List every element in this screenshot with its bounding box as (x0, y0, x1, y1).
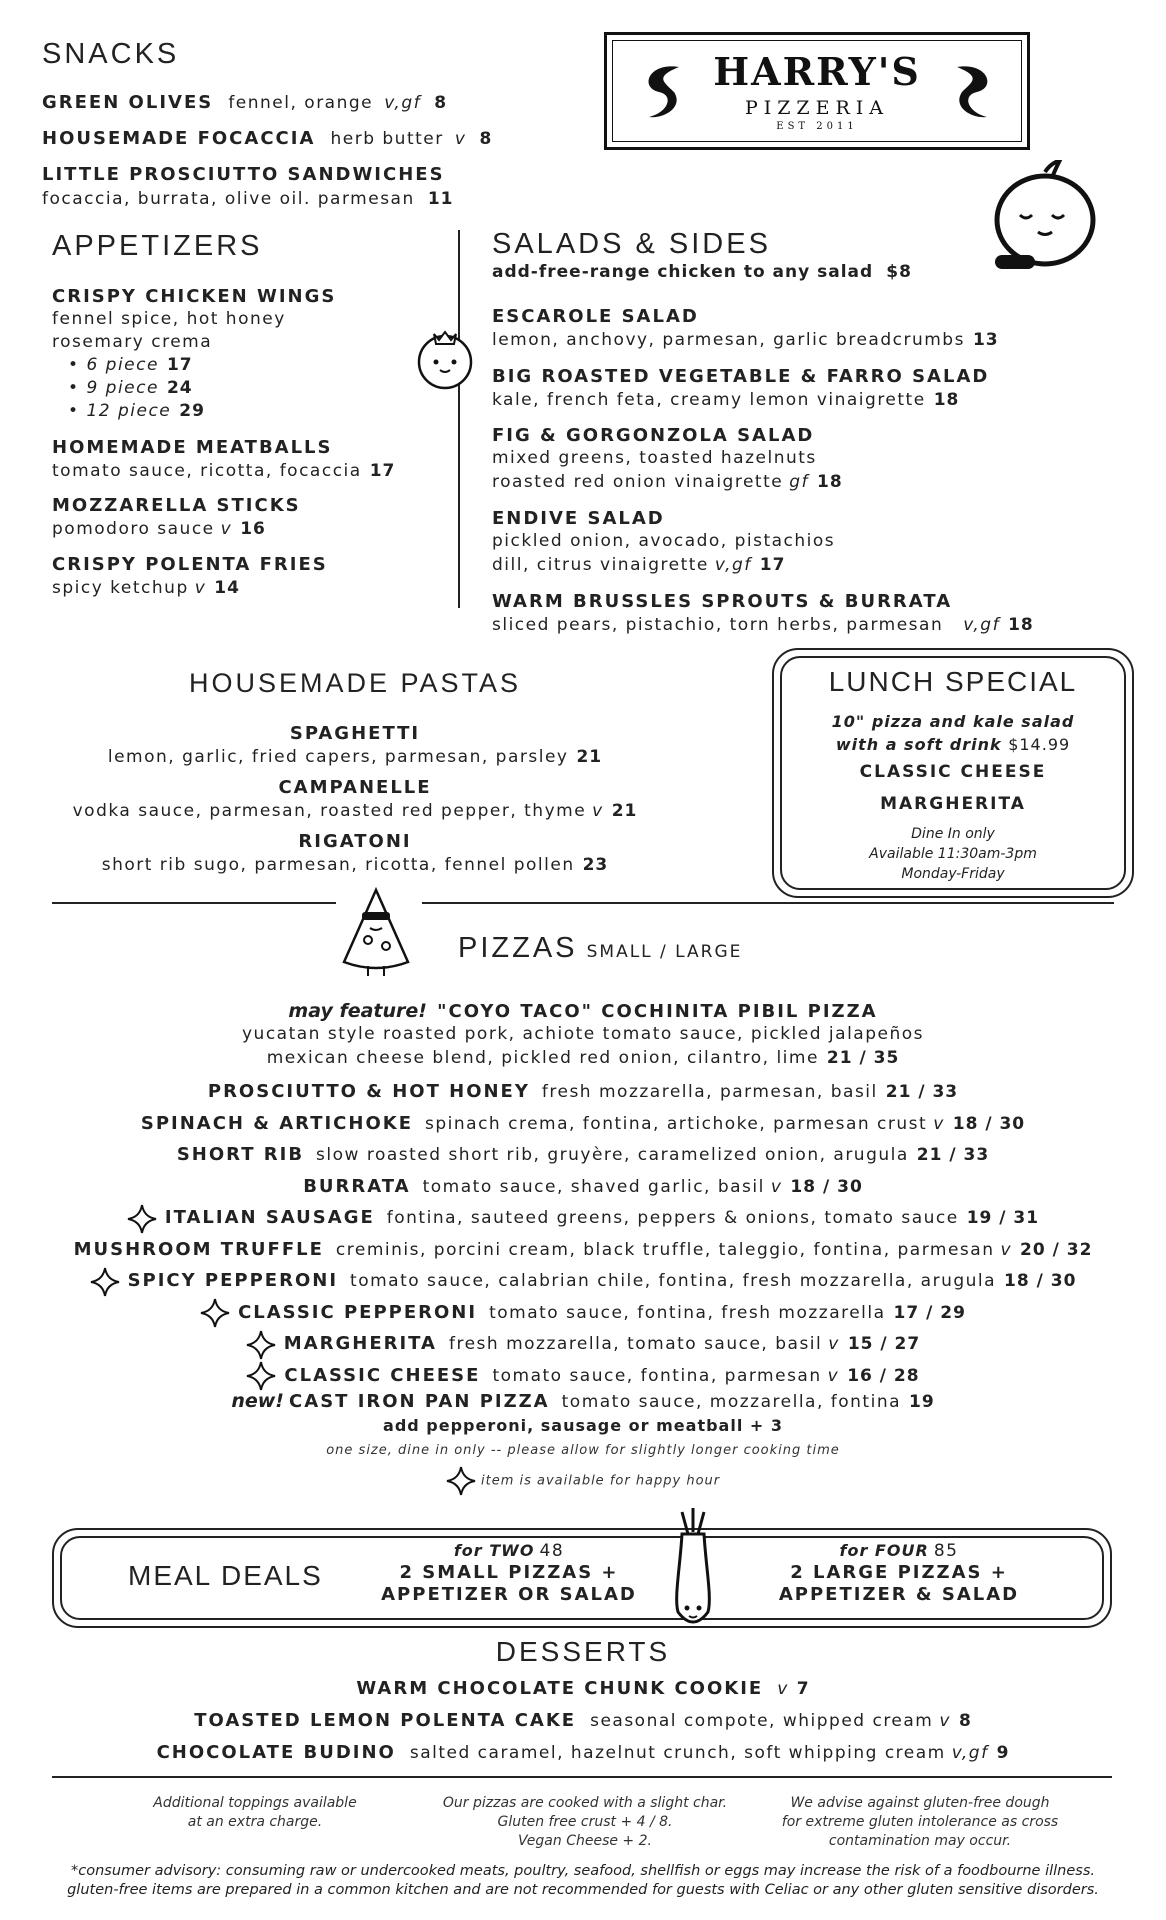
item-price: 19 / 31 (966, 1208, 1040, 1228)
sparkle-star-icon (446, 1466, 476, 1496)
item-desc: tomato sauce, ricotta, focaccia (52, 461, 362, 481)
snack-item (42, 92, 447, 113)
pizza-item (0, 1202, 1166, 1234)
appetizer-item (52, 436, 395, 483)
item-desc: tomato sauce, shaved garlic, basil (422, 1176, 765, 1197)
lunch-line2: with a soft drink (835, 735, 1002, 754)
deal-price: 85 (933, 1541, 959, 1561)
feature-tag: may feature! (288, 1000, 427, 1022)
deal-line: APPETIZER & SALAD (778, 1584, 1020, 1605)
lunch-note: Dine In only (911, 826, 995, 842)
item-diet: v (933, 1113, 945, 1134)
tomato-mascot-icon (410, 320, 480, 392)
item-name: MUSHROOM TRUFFLE (73, 1238, 324, 1260)
item-name: PROSCIUTTO & HOT HONEY (207, 1081, 530, 1102)
logo-name: HARRY'S (713, 49, 921, 94)
deal-label: for FOUR (839, 1541, 929, 1560)
item-name: CAST IRON PAN PIZZA (289, 1391, 550, 1412)
item-diet: v (1000, 1239, 1013, 1260)
item-price: 18 / 30 (790, 1176, 863, 1197)
item-price: 13 (972, 330, 999, 350)
item-price: 8 (958, 1711, 972, 1731)
footer-line: for extreme gluten intolerance as cross (781, 1814, 1059, 1830)
item-diet: v (827, 1365, 840, 1386)
item-desc: pickled onion, avocado, pistachios (492, 531, 836, 551)
item-price: 14 (214, 578, 240, 598)
item-name: FIG & GORGONZOLA SALAD (492, 425, 815, 446)
footer-line: We advise against gluten-free dough (790, 1795, 1050, 1811)
item-desc: tomato sauce, fontina, parmesan (492, 1365, 822, 1386)
new-tag: new! (231, 1390, 284, 1412)
castiron-pizza (0, 1390, 1166, 1496)
item-name: CLASSIC CHEESE (284, 1364, 481, 1386)
item-price: 18 (817, 472, 843, 492)
lunch-desc (774, 710, 1132, 756)
item-desc: tomato sauce, fontina, fresh mozzarella (489, 1302, 886, 1323)
deal-line: APPETIZER OR SALAD (381, 1584, 637, 1605)
size-label: 6 piece (86, 355, 159, 375)
item-desc: tomato sauce, mozzarella, fontina (561, 1392, 902, 1412)
item-name: TOASTED LEMON POLENTA CAKE (194, 1710, 577, 1731)
footer-toppings (90, 1794, 420, 1832)
pasta-item (0, 776, 710, 823)
size-price: 29 (179, 401, 205, 421)
deal-line: 2 LARGE PIZZAS + (790, 1562, 1008, 1583)
note-price: $8 (886, 262, 912, 282)
item-name: WARM BRUSSLES SPROUTS & BURRATA (492, 591, 953, 612)
item-desc: mexican cheese blend, pickled red onion, cilantro, lime (266, 1048, 819, 1068)
item-desc: mixed greens, toasted hazelnuts (492, 448, 817, 468)
item-price: 21 (576, 747, 603, 767)
item-name: CRISPY POLENTA FRIES (52, 554, 328, 575)
happy-hour-note: item is available for happy hour (480, 1473, 721, 1489)
item-name: "COYO TACO" COCHINITA PIBIL PIZZA (437, 1001, 878, 1022)
item-desc: focaccia, burrata, olive oil. parmesan (42, 189, 415, 209)
item-desc: lemon, anchovy, parmesan, garlic breadcrumbs (492, 330, 965, 350)
divider (422, 902, 1114, 904)
footer-crust (410, 1794, 760, 1851)
pizza-item (0, 1139, 1166, 1171)
pizza-item (0, 1328, 1166, 1360)
pastas-title: HOUSEMADE PASTAS (188, 668, 522, 698)
pizza-item (0, 1297, 1166, 1329)
item-diet: v (194, 578, 207, 598)
deal-line: 2 SMALL PIZZAS + (399, 1562, 619, 1583)
item-desc: slow roasted short rib, gruyère, caramelized onion, arugula (316, 1145, 909, 1165)
size-label: 12 piece (86, 401, 172, 421)
item-desc: seasonal compote, whipped cream (590, 1711, 934, 1731)
item-desc: fennel, orange (228, 93, 374, 113)
item-name: MARGHERITA (283, 1333, 437, 1354)
onion-mascot-icon (990, 160, 1100, 275)
pizza-item (0, 1171, 1166, 1203)
item-name: LITTLE PROSCIUTTO SANDWICHES (42, 164, 445, 185)
size-label: 9 piece (86, 378, 159, 398)
item-price: 21 / 33 (885, 1082, 959, 1102)
item-price: 19 (909, 1392, 935, 1412)
lunch-special-box (772, 648, 1134, 898)
item-name: BURRATA (303, 1175, 411, 1197)
scallion-mascot-icon (660, 1508, 726, 1632)
item-desc: tomato sauce, calabrian chile, fontina, fresh mozzarella, arugula (350, 1271, 997, 1291)
item-diet: v,gf (951, 1743, 989, 1763)
meal-title: MEAL DEALS (128, 1560, 323, 1591)
item-price: 20 / 32 (1020, 1239, 1093, 1260)
item-price: 23 (582, 855, 609, 875)
footer-line: Additional toppings available (153, 1795, 357, 1811)
item-price: 17 (759, 555, 786, 575)
snack-item (42, 164, 454, 209)
item-desc: creminis, porcini cream, black truffle, taleggio, fontina, parmesan (335, 1239, 995, 1260)
snack-item (42, 128, 492, 149)
lunch-price: $14.99 (1008, 735, 1071, 754)
item-diet: v (828, 1334, 840, 1354)
consumer-advisory (0, 1862, 1166, 1900)
item-price: 21 / 33 (916, 1145, 990, 1165)
item-name: SPINACH & ARTICHOKE (140, 1112, 414, 1134)
item-name: RIGATONI (298, 831, 412, 852)
advisory-line: *consumer advisory: consuming raw or undercooked meats, poultry, seafood, shellfish or eggs may increase the risk of a foodbourne illness. (70, 1863, 1095, 1879)
appetizer-item (52, 553, 328, 600)
item-desc: roasted red onion vinaigrette (492, 472, 784, 492)
item-price: 16 / 28 (847, 1365, 920, 1386)
dessert-item (0, 1742, 1166, 1763)
item-name: ITALIAN SAUSAGE (164, 1207, 375, 1228)
item-price: 11 (427, 189, 454, 209)
item-price: 21 (611, 801, 638, 821)
item-price: 18 / 30 (952, 1113, 1026, 1134)
item-desc: pomodoro sauce (52, 519, 215, 539)
item-desc: fresh mozzarella, tomato sauce, basil (449, 1334, 823, 1354)
salads-note (492, 262, 912, 282)
item-diet: gf (789, 472, 809, 492)
divider (52, 902, 336, 904)
divider (52, 1776, 1112, 1778)
wings-item (52, 285, 336, 423)
appetizer-item (52, 494, 301, 541)
lunch-notes (774, 824, 1132, 884)
item-name: SHORT RIB (176, 1144, 305, 1165)
item-diet: v (592, 801, 604, 821)
item-desc: yucatan style roasted pork, achiote tomato sauce, pickled jalapeños (242, 1024, 924, 1044)
salads-title: SALADS & SIDES (492, 228, 771, 260)
item-desc: rosemary crema (52, 332, 213, 352)
item-diet: v,gf (963, 615, 1001, 635)
dessert-item (0, 1710, 1166, 1731)
salad-item (492, 590, 1034, 637)
item-desc: lemon, garlic, fried capers, parmesan, parsley (107, 747, 569, 767)
item-name: CAMPANELLE (278, 777, 432, 798)
salad-item (492, 305, 999, 352)
item-name: MOZZARELLA STICKS (52, 495, 301, 516)
column-divider (458, 230, 460, 608)
item-price: 8 (434, 93, 448, 113)
meal-deals-box (52, 1528, 1112, 1628)
salad-item (492, 365, 989, 412)
item-desc: short rib sugo, parmesan, ricotta, fennel pollen (101, 855, 575, 875)
lunch-option: CLASSIC CHEESE (859, 762, 1047, 782)
salad-item (492, 507, 835, 577)
pizzas-heading (458, 932, 742, 965)
pizzas-title: PIZZAS (458, 932, 578, 964)
pizza-list (0, 1076, 1166, 1391)
item-name: HOUSEMADE FOCACCIA (42, 128, 316, 149)
castiron-note: one size, dine in only -- please allow for slightly longer cooking time (326, 1443, 840, 1458)
item-price: 15 / 27 (847, 1334, 921, 1354)
size-price: 17 (166, 355, 193, 375)
sparkle-star-icon (127, 1204, 157, 1234)
item-price: 16 (240, 519, 266, 539)
item-price: 7 (796, 1679, 810, 1699)
item-diet: v (777, 1679, 789, 1699)
item-desc: spinach crema, fontina, artichoke, parmesan crust (425, 1113, 928, 1134)
sparkle-star-icon (246, 1330, 276, 1360)
footer-line: contamination may occur. (828, 1833, 1012, 1849)
logo-est: EST 2011 (776, 121, 858, 132)
item-desc: dill, citrus vinaigrette (492, 555, 709, 575)
item-name: SPICY PEPPERONI (127, 1270, 339, 1291)
item-name: HOMEMADE MEATBALLS (52, 437, 333, 458)
item-price: 21 / 35 (826, 1048, 900, 1068)
item-price: 18 (1008, 615, 1034, 635)
item-desc: spicy ketchup (52, 578, 189, 598)
item-price: 9 (996, 1743, 1010, 1763)
item-name: BIG ROASTED VEGETABLE & FARRO SALAD (492, 366, 990, 387)
salad-item (492, 424, 843, 494)
bullet-icon: • (68, 401, 80, 421)
item-diet: v,gf (714, 555, 752, 575)
item-desc: kale, french feta, creamy lemon vinaigrette (492, 390, 926, 410)
pizza-item (0, 1360, 1166, 1392)
size-price: 24 (166, 378, 193, 398)
pizza-item (0, 1265, 1166, 1297)
item-price: 18 (933, 390, 960, 410)
pizza-slice-mascot-icon (338, 884, 414, 980)
bullet-icon: • (68, 355, 80, 375)
lunch-note: Monday-Friday (901, 866, 1005, 882)
item-name: CLASSIC PEPPERONI (238, 1301, 478, 1323)
item-desc: vodka sauce, parmesan, roasted red pepper, thyme (72, 801, 587, 821)
pizzas-sub: SMALL / LARGE (586, 942, 743, 962)
bullet-icon: • (68, 378, 80, 398)
meal-deal-two (374, 1540, 644, 1606)
footer-line: Vegan Cheese + 2. (518, 1833, 652, 1849)
sparkle-star-icon (246, 1361, 276, 1391)
pizza-item (0, 1234, 1166, 1266)
footer-line: at an extra charge. (187, 1814, 323, 1830)
item-desc: fennel spice, hot honey (52, 309, 286, 329)
item-price: 17 (369, 461, 396, 481)
desserts-title: DESSERTS (495, 1636, 671, 1667)
pizza-item (0, 1108, 1166, 1140)
item-name: ENDIVE SALAD (492, 508, 665, 529)
item-diet: v (220, 519, 233, 539)
note-text: add-free-range chicken to any salad (492, 262, 874, 282)
item-desc: salted caramel, hazelnut crunch, soft whipping cream (409, 1743, 946, 1763)
sparkle-star-icon (90, 1267, 120, 1297)
lunch-line1: 10" pizza and kale salad (831, 712, 1075, 731)
dessert-item (0, 1678, 1166, 1699)
footer-line: Our pizzas are cooked with a slight char. (442, 1795, 728, 1811)
item-name: CHOCOLATE BUDINO (156, 1742, 396, 1763)
pasta-item (0, 830, 710, 877)
lunch-note: Available 11:30am-3pm (869, 846, 1037, 862)
item-diet: v (454, 129, 467, 149)
snacks-title: SNACKS (42, 38, 180, 70)
logo-sub: PIZZERIA (744, 97, 890, 119)
item-name: SPAGHETTI (289, 723, 421, 744)
item-desc: sliced pears, pistachio, torn herbs, parmesan (492, 615, 944, 635)
pasta-item (0, 722, 710, 769)
item-price: 17 / 29 (893, 1302, 966, 1323)
item-name: WARM CHOCOLATE CHUNK COOKIE (356, 1678, 764, 1699)
item-name: GREEN OLIVES (42, 92, 214, 113)
castiron-add: add pepperoni, sausage or meatball + 3 (383, 1416, 783, 1435)
lunch-title: LUNCH SPECIAL (828, 666, 1078, 697)
pizza-item (0, 1076, 1166, 1108)
logo (604, 32, 1030, 150)
deal-label: for TWO (453, 1541, 535, 1560)
item-diet: v,gf (384, 93, 422, 113)
item-price: 8 (479, 129, 493, 149)
lunch-option: MARGHERITA (880, 794, 1026, 814)
deal-price: 48 (539, 1541, 565, 1561)
item-price: 18 / 30 (1004, 1271, 1077, 1291)
feature-pizza (0, 1000, 1166, 1070)
sparkle-star-icon (200, 1298, 230, 1328)
meal-deal-four (744, 1540, 1054, 1606)
item-diet: v (939, 1711, 951, 1731)
item-desc: fontina, sauteed greens, peppers & onions, tomato sauce (386, 1208, 959, 1228)
item-name: CRISPY CHICKEN WINGS (52, 286, 337, 307)
footer-gluten (750, 1794, 1090, 1851)
appetizers-title: APPETIZERS (52, 230, 263, 262)
item-name: ESCAROLE SALAD (492, 306, 699, 327)
item-desc: herb butter (330, 129, 444, 149)
item-diet: v (770, 1176, 783, 1197)
item-desc: fresh mozzarella, parmesan, basil (541, 1082, 878, 1102)
footer-line: Gluten free crust + 4 / 8. (497, 1814, 673, 1830)
advisory-line: gluten-free items are prepared in a common kitchen and are not recommended for guests with Celiac or any other gluten sensitive disorders. (67, 1882, 1099, 1898)
